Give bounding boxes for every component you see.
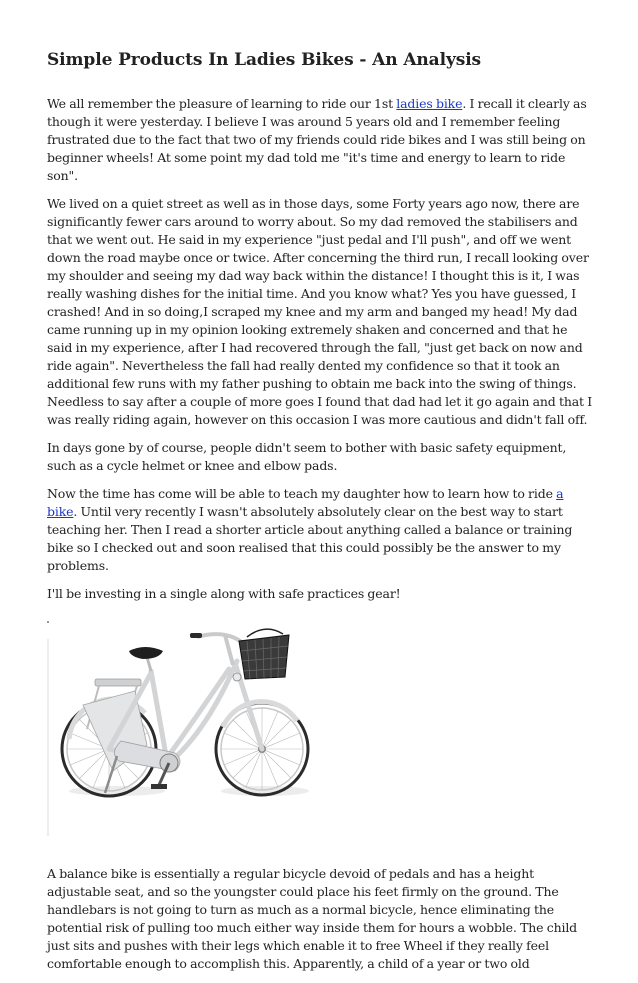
paragraph-2: We lived on a quiet street as well as in those days, some Forty years ago now, there are significantly fewer cars around to worry about. So my dad removed the stabilisers and that we went out. He said in my experience "just pedal and I'll push", and off we went down the road maybe once or twice. After concerning the third run, I recall looking over my shoulder and seeing my dad way back within the distance! I thought this is it, I was really washing dishes for the initial time. And you know what? Yes you have guessed, I crashed! And in so doing,I scraped my knee and my arm and banged my head! My dad came running up in my opinion looking extremely shaken and concerned and that he said in my experience, after I had recovered through the fall, "just get back on now and ride again". Nevertheless the fall had really dented my confidence so that it took an additional few runs with my father pushing to obtain me back into the swing of things. Needless to say after a couple of more goes I found that dad had let it go again and that I was really riding again, however on this occasion I was more cautious and didn't fall off. xyxy=(47,196,593,427)
bicycle-image xyxy=(47,621,312,841)
a-bike-link[interactable]: a bike xyxy=(47,486,564,519)
paragraph-4-text-b: . Until very recently I wasn't absolutely absolutely clear on the best way to start teaching her. Then I read a shorter article about anything called a balance or training bike so I checked out and soon realised that this could possibly be the answer to my problems. xyxy=(47,504,573,573)
paragraph-1-text-a: We all remember the pleasure of learning to ride our 1st xyxy=(47,96,397,111)
paragraph-4 xyxy=(47,485,595,575)
paragraph-1 xyxy=(47,95,595,185)
article xyxy=(47,48,595,983)
paragraph-6: A balance bike is essentially a regular bicycle devoid of pedals and has a height adjustable seat, and so the youngster could place his feet firmly on the ground. The handlebars is not going to turn as much as a normal bicycle, hence eliminating the potential risk of pulling too much either way inside them for hours a wobble. The child just sits and pushes with their legs which enable it to free Wheel if they really feel comfortable enough to accomplish this. Apparently, a child of a year or two old xyxy=(47,866,578,971)
paragraph-1-text-b: . I recall it clearly as though it were yesterday. I believe I was around 5 years old and I remember feeling frustrated due to the fact that two of my friends could ride bikes and I was still being on beginner wheels! At some point my dad told me "it's time and energy to learn to ride son". xyxy=(47,96,587,183)
paragraph-4-text-a: Now the time has come will be able to teach my daughter how to learn how to ride xyxy=(47,486,557,501)
paragraph-5: I'll be investing in a single along with safe practices gear! xyxy=(47,586,401,601)
paragraph-3: In days gone by of course, people didn't seem to bother with basic safety equipment, such as a cycle helmet or knee and elbow pads. xyxy=(47,440,567,473)
article-title: Simple Products In Ladies Bikes - An Analysis xyxy=(47,50,482,70)
ladies-bike-link[interactable]: ladies bike xyxy=(396,96,463,111)
ladies-bicycle-photo-icon xyxy=(47,621,312,841)
